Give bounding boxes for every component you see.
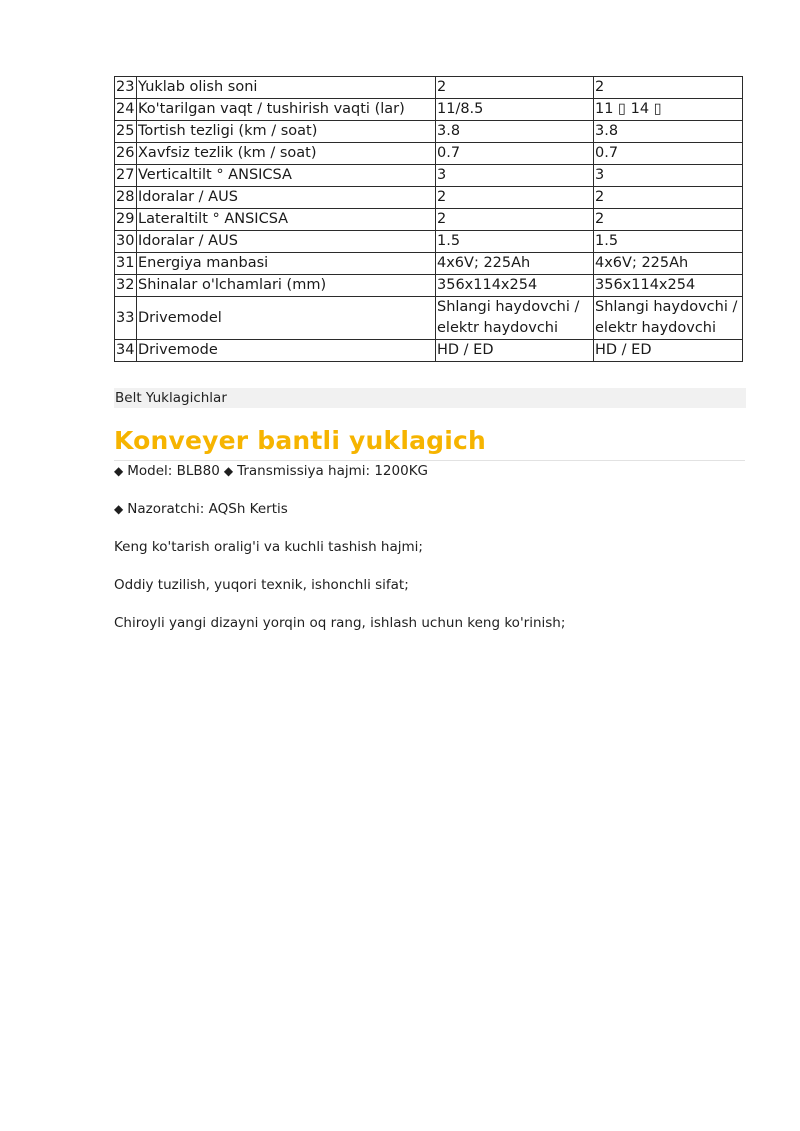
spec-value-1: 0.7 bbox=[436, 143, 594, 165]
spec-value-2: 3.8 bbox=[594, 121, 743, 143]
spec-value-2: 1.5 bbox=[594, 231, 743, 253]
feature-line: Oddiy tuzilish, yuqori texnik, ishonchli sifat; bbox=[114, 577, 409, 593]
row-number: 29 bbox=[115, 209, 137, 231]
spec-value-2: 356x114x254 bbox=[594, 275, 743, 297]
spec-value-1: Shlangi haydovchi / elektr haydovchi bbox=[436, 297, 594, 340]
row-number: 25 bbox=[115, 121, 137, 143]
table-row bbox=[115, 209, 743, 231]
row-number: 24 bbox=[115, 99, 137, 121]
controller-text: Nazoratchi: AQSh Kertis bbox=[127, 501, 288, 517]
category-label: Belt Yuklagichlar bbox=[114, 388, 746, 408]
table-row bbox=[115, 165, 743, 187]
row-number: 34 bbox=[115, 340, 137, 362]
row-number: 27 bbox=[115, 165, 137, 187]
spec-value-1: 2 bbox=[436, 77, 594, 99]
row-number: 30 bbox=[115, 231, 137, 253]
spec-value-1: 1.5 bbox=[436, 231, 594, 253]
spec-value-2: 2 bbox=[594, 77, 743, 99]
product-title: Konveyer bantli yuklagich bbox=[114, 426, 487, 455]
table-row bbox=[115, 143, 743, 165]
spec-value-1: 11/8.5 bbox=[436, 99, 594, 121]
spec-value-2: 2 bbox=[594, 209, 743, 231]
capacity-text: Transmissiya hajmi: 1200KG bbox=[237, 463, 429, 479]
feature-line: Keng ko'tarish oralig'i va kuchli tashish hajmi; bbox=[114, 539, 423, 555]
spec-name: Drivemodel bbox=[137, 297, 436, 340]
diamond-bullet-icon: ◆ bbox=[114, 502, 124, 516]
spec-name: Verticaltilt ° ANSICSA bbox=[137, 165, 436, 187]
row-number: 31 bbox=[115, 253, 137, 275]
spec-value-2: 2 bbox=[594, 187, 743, 209]
spec-name: Drivemode bbox=[137, 340, 436, 362]
spec-value-1: HD / ED bbox=[436, 340, 594, 362]
diamond-bullet-icon: ◆ bbox=[223, 464, 234, 478]
table-row bbox=[115, 187, 743, 209]
table-row bbox=[115, 77, 743, 99]
spec-table-body bbox=[115, 77, 743, 362]
title-divider bbox=[114, 460, 745, 461]
spec-name: Idoralar / AUS bbox=[137, 231, 436, 253]
table-row bbox=[115, 231, 743, 253]
controller-line bbox=[114, 500, 288, 518]
spec-table bbox=[114, 76, 743, 362]
spec-name: Xavfsiz tezlik (km / soat) bbox=[137, 143, 436, 165]
model-text: Model: BLB80 bbox=[127, 463, 220, 479]
spec-name: Yuklab olish soni bbox=[137, 77, 436, 99]
spec-value-1: 356x114x254 bbox=[436, 275, 594, 297]
spec-value-2: 11 ▯ 14 ▯ bbox=[594, 99, 743, 121]
row-number: 26 bbox=[115, 143, 137, 165]
row-number: 28 bbox=[115, 187, 137, 209]
row-number: 33 bbox=[115, 297, 137, 340]
diamond-bullet-icon: ◆ bbox=[114, 464, 124, 478]
spec-value-2: 3 bbox=[594, 165, 743, 187]
spec-value-1: 3 bbox=[436, 165, 594, 187]
spec-name: Idoralar / AUS bbox=[137, 187, 436, 209]
spec-value-2: HD / ED bbox=[594, 340, 743, 362]
spec-value-2: 0.7 bbox=[594, 143, 743, 165]
spec-name: Tortish tezligi (km / soat) bbox=[137, 121, 436, 143]
spec-name: Ko'tarilgan vaqt / tushirish vaqti (lar) bbox=[137, 99, 436, 121]
spec-value-1: 4x6V; 225Ah bbox=[436, 253, 594, 275]
spec-value-2: 4x6V; 225Ah bbox=[594, 253, 743, 275]
spec-name: Lateraltilt ° ANSICSA bbox=[137, 209, 436, 231]
spec-value-1: 2 bbox=[436, 209, 594, 231]
table-row bbox=[115, 99, 743, 121]
table-row bbox=[115, 275, 743, 297]
feature-line: Chiroyli yangi dizayni yorqin oq rang, ishlash uchun keng ko'rinish; bbox=[114, 615, 566, 631]
model-capacity-line bbox=[114, 462, 428, 480]
row-number: 23 bbox=[115, 77, 137, 99]
spec-value-1: 2 bbox=[436, 187, 594, 209]
table-row bbox=[115, 297, 743, 340]
row-number: 32 bbox=[115, 275, 137, 297]
table-row bbox=[115, 121, 743, 143]
table-row bbox=[115, 253, 743, 275]
table-row bbox=[115, 340, 743, 362]
spec-name: Shinalar o'lchamlari (mm) bbox=[137, 275, 436, 297]
spec-value-1: 3.8 bbox=[436, 121, 594, 143]
spec-value-2: Shlangi haydovchi / elektr haydovchi bbox=[594, 297, 743, 340]
spec-name: Energiya manbasi bbox=[137, 253, 436, 275]
